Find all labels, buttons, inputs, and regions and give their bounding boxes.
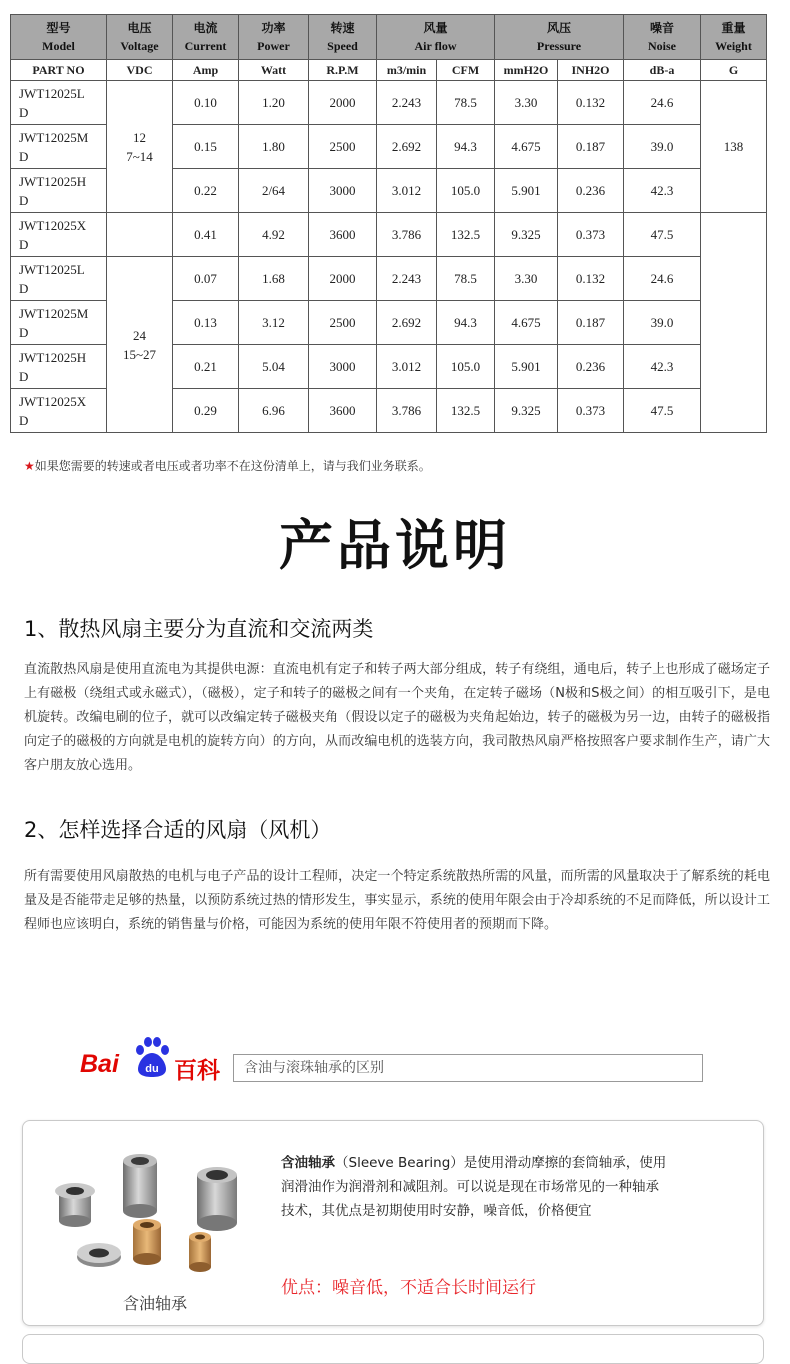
airflow-cfm-cell: 105.0 xyxy=(437,345,495,389)
unit-cell: mmH2O xyxy=(495,60,558,81)
power-cell: 1.80 xyxy=(239,125,309,169)
paragraph-2: 所有需要使用风扇散热的电机与电子产品的设计工程师，决定一个特定系统散热所需的风量，而所需的风量取决于了解系统的耗电量及是否能带走足够的热量，以预防系统过热的情形发生，事实显示，系统的使用年限会由于冷却系统的不足而降低，所以设计工程师也应该明白，系统的销售量与价格，可能因为系统的使用年限不符使用者的预期而下降。 xyxy=(24,869,770,932)
pressure-in-cell: 0.236 xyxy=(558,169,624,213)
noise-cell: 47.5 xyxy=(624,389,701,433)
bearing-term[interactable]: 含油轴承 xyxy=(281,1155,335,1171)
star-icon: ★ xyxy=(24,459,35,473)
header-pressure: 风压 Pressure xyxy=(495,15,624,60)
part-number: JWT12025H D xyxy=(11,345,107,389)
table-row xyxy=(11,257,767,301)
noise-cell: 39.0 xyxy=(624,125,701,169)
current-cell: 0.21 xyxy=(173,345,239,389)
speed-cell: 3600 xyxy=(309,213,377,257)
noise-cell: 42.3 xyxy=(624,169,701,213)
header-power: 功率 Power xyxy=(239,15,309,60)
part-number: JWT12025M D xyxy=(11,301,107,345)
paragraph-1: 直流散热风扇是使用直流电为其提供电源：直流电机有定子和转子两大部分组成，转子有绕组，通电后，转子上也形成了磁场定子上有磁极（绕组式或永磁式），（磁极），定子和转子的磁极之间有一个夹角，在定转子磁场（N极和S极之间）的相互吸引下，是电机旋转。改编电刷的位子，就可以改编定转子磁极夹角（假设以定子的磁极为夹角起始边，转子的磁极为另一边，由转子的磁极指向定子的磁极的方向就是电机的旋转方向）的方向，从而改编电机的选装方向，我司散热风扇严格按照客户要求制作生产，请广大客户朋友放心选用。 xyxy=(24,662,770,773)
power-cell: 4.92 xyxy=(239,213,309,257)
header-airflow: 风量 Air flow xyxy=(377,15,495,60)
unit-cell: PART NO xyxy=(11,60,107,81)
unit-cell: CFM xyxy=(437,60,495,81)
airflow-cfm-cell: 78.5 xyxy=(437,257,495,301)
power-cell: 1.68 xyxy=(239,257,309,301)
pressure-in-cell: 0.132 xyxy=(558,81,624,125)
part-number: JWT12025X D xyxy=(11,213,107,257)
bearing-description xyxy=(281,1151,671,1223)
unit-cell: Watt xyxy=(239,60,309,81)
logo-bai: Bai xyxy=(80,1050,119,1078)
power-cell: 1.20 xyxy=(239,81,309,125)
power-cell: 2/64 xyxy=(239,169,309,213)
current-cell: 0.07 xyxy=(173,257,239,301)
footnote xyxy=(24,457,431,474)
voltage-cell-12v: 12 7~14 xyxy=(107,81,173,213)
pressure-in-cell: 0.373 xyxy=(558,389,624,433)
airflow-m3-cell: 3.786 xyxy=(377,389,437,433)
unit-cell: Amp xyxy=(173,60,239,81)
airflow-m3-cell: 2.692 xyxy=(377,301,437,345)
part-number: JWT12025L D xyxy=(11,257,107,301)
pressure-in-cell: 0.373 xyxy=(558,213,624,257)
table-row xyxy=(11,213,767,257)
airflow-cfm-cell: 132.5 xyxy=(437,389,495,433)
header-model: 型号 Model xyxy=(11,15,107,60)
pressure-mm-cell: 9.325 xyxy=(495,213,558,257)
part-number: JWT12025X D xyxy=(11,389,107,433)
pressure-mm-cell: 4.675 xyxy=(495,125,558,169)
noise-cell: 39.0 xyxy=(624,301,701,345)
footnote-text: 如果您需要的转速或者电压或者功率不在这份清单上，请与我们业务联系。 xyxy=(34,459,431,473)
airflow-cfm-cell: 78.5 xyxy=(437,81,495,125)
current-cell: 0.10 xyxy=(173,81,239,125)
unit-cell: G xyxy=(701,60,767,81)
noise-cell: 24.6 xyxy=(624,257,701,301)
header-speed: 转速 Speed xyxy=(309,15,377,60)
next-card xyxy=(22,1334,764,1364)
noise-cell: 24.6 xyxy=(624,81,701,125)
section-title: 产品说明 xyxy=(279,514,511,577)
search-input[interactable]: 含油与滚珠轴承的区别 xyxy=(233,1054,703,1082)
unit-cell: VDC xyxy=(107,60,173,81)
pressure-mm-cell: 3.30 xyxy=(495,81,558,125)
weight-cell: 138 xyxy=(701,81,767,213)
part-number: JWT12025M D xyxy=(11,125,107,169)
pressure-mm-cell: 5.901 xyxy=(495,345,558,389)
pressure-mm-cell: 3.30 xyxy=(495,257,558,301)
voltage-cell-24v: 24 15~27 xyxy=(107,257,173,433)
pressure-in-cell: 0.187 xyxy=(558,125,624,169)
airflow-m3-cell: 2.243 xyxy=(377,81,437,125)
advantage-text: 优点：噪音低，不适合长时间运行 xyxy=(281,1278,536,1298)
part-number: JWT12025H D xyxy=(11,169,107,213)
current-cell: 0.13 xyxy=(173,301,239,345)
airflow-cfm-cell: 105.0 xyxy=(437,169,495,213)
noise-cell: 47.5 xyxy=(624,213,701,257)
speed-cell: 3600 xyxy=(309,389,377,433)
power-cell: 3.12 xyxy=(239,301,309,345)
header-noise: 噪音 Noise xyxy=(624,15,701,60)
heading-1: 1、散热风扇主要分为直流和交流两类 xyxy=(24,617,374,641)
airflow-m3-cell: 3.012 xyxy=(377,345,437,389)
bearing-card xyxy=(22,1120,764,1326)
pressure-mm-cell: 5.901 xyxy=(495,169,558,213)
table-row xyxy=(11,81,767,125)
heading-2: 2、怎样选择合适的风扇（风机） xyxy=(24,818,332,842)
unit-cell: dB-a xyxy=(624,60,701,81)
airflow-cfm-cell: 94.3 xyxy=(437,301,495,345)
spec-table xyxy=(10,14,767,433)
photo-caption: 含油轴承 xyxy=(122,1294,187,1313)
spec-unit-row xyxy=(11,60,767,81)
current-cell: 0.41 xyxy=(173,213,239,257)
logo-baike: 百科 xyxy=(174,1058,220,1084)
pressure-mm-cell: 4.675 xyxy=(495,301,558,345)
unit-cell: R.P.M xyxy=(309,60,377,81)
logo-du: du xyxy=(145,1063,159,1075)
speed-cell: 2000 xyxy=(309,81,377,125)
current-cell: 0.22 xyxy=(173,169,239,213)
current-cell: 0.29 xyxy=(173,389,239,433)
baidu-baike-logo[interactable] xyxy=(80,1035,230,1083)
power-cell: 6.96 xyxy=(239,389,309,433)
airflow-m3-cell: 2.692 xyxy=(377,125,437,169)
speed-cell: 2000 xyxy=(309,257,377,301)
pressure-in-cell: 0.236 xyxy=(558,345,624,389)
airflow-cfm-cell: 132.5 xyxy=(437,213,495,257)
unit-cell: INH2O xyxy=(558,60,624,81)
header-weight: 重量 Weight xyxy=(701,15,767,60)
airflow-cfm-cell: 94.3 xyxy=(437,125,495,169)
part-number: JWT12025L D xyxy=(11,81,107,125)
pressure-in-cell: 0.187 xyxy=(558,301,624,345)
bearing-description-text: （Sleeve Bearing）是使用滑动摩擦的套筒轴承，使用润滑油作为润滑剂和减阻剂。可以说是现在市场常见的一种轴承技术，其优点是初期使用时安静，噪音低，价格便宜 xyxy=(281,1155,667,1219)
voltage-cell-empty xyxy=(107,213,173,257)
paw-icon xyxy=(130,1035,174,1079)
speed-cell: 3000 xyxy=(309,345,377,389)
pressure-in-cell: 0.132 xyxy=(558,257,624,301)
airflow-m3-cell: 2.243 xyxy=(377,257,437,301)
bearing-photo xyxy=(37,1139,273,1289)
header-current: 电流 Current xyxy=(173,15,239,60)
pressure-mm-cell: 9.325 xyxy=(495,389,558,433)
current-cell: 0.15 xyxy=(173,125,239,169)
noise-cell: 42.3 xyxy=(624,345,701,389)
speed-cell: 2500 xyxy=(309,301,377,345)
airflow-m3-cell: 3.012 xyxy=(377,169,437,213)
unit-cell: m3/min xyxy=(377,60,437,81)
weight-cell-empty xyxy=(701,213,767,433)
speed-cell: 2500 xyxy=(309,125,377,169)
header-voltage: 电压 Voltage xyxy=(107,15,173,60)
speed-cell: 3000 xyxy=(309,169,377,213)
power-cell: 5.04 xyxy=(239,345,309,389)
airflow-m3-cell: 3.786 xyxy=(377,213,437,257)
spec-header-row xyxy=(11,15,767,60)
